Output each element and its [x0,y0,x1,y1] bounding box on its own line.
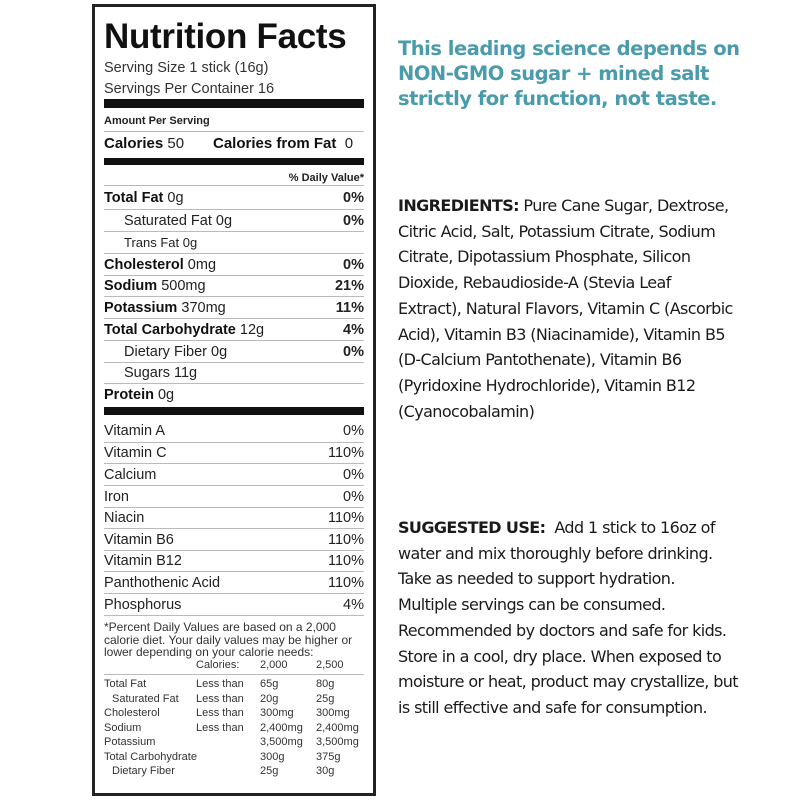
value-2500: 30g [316,765,335,777]
nutrient-amount: 12g [239,322,265,338]
nutrient-amount: 0g [215,213,233,229]
thick-divider [104,158,364,165]
footnote-table-row [104,692,364,707]
nutrition-facts-title: Nutrition Facts [104,17,347,56]
footnote-table-row [104,750,364,765]
nutrient-amount: 500mg [161,278,206,294]
thick-divider [104,407,364,415]
nutrient-row-protein [104,386,364,404]
vitamin-name: Vitamin B6 [104,532,174,548]
suggested-use-heading: SUGGESTED USE: [398,518,546,537]
divider [104,383,364,384]
nutrient: Saturated Fat [112,692,179,705]
vitamin-name: Vitamin B12 [104,553,182,569]
vitamin-name: Niacin [104,510,145,526]
nutrient-row-cholesterol [104,256,364,274]
nutrient-amount: 370mg [181,300,226,316]
vitamin-row [104,552,364,570]
nutrient-name: Protein [104,387,154,403]
divider [104,528,364,529]
nutrient-amount: 0g [182,235,198,250]
nutrient-dv: 0% [343,257,364,273]
nutrient-amount: 11g [173,365,198,381]
nutrient: Cholesterol [104,707,160,719]
vitamin-dv: 0% [343,423,364,439]
nutrition-facts-label [92,4,376,796]
nutrient-row-potassium [104,299,364,317]
vitamin-dv: 4% [343,597,364,613]
marketing-tagline: This leading science depends on NON-GMO sugar + mined salt strictly for function, not taste. [398,37,740,110]
divider [104,231,364,232]
nutrient-name: Potassium [104,300,178,316]
nutrient-dv: 0% [343,190,364,206]
divider [104,362,364,363]
vitamin-name: Phosphorus [104,597,182,613]
value-2000: 25g [260,765,279,777]
qualifier: Less than [196,692,244,705]
nutrient-dv: 4% [343,322,364,338]
vitamin-dv: 0% [343,467,364,483]
footnote-table-row [104,677,364,692]
calories-2000: 2,000 [260,659,288,671]
divider [104,442,364,443]
divider [104,674,364,675]
vitamin-row [104,488,364,506]
vitamin-row [104,422,364,440]
vitamin-dv: 110% [327,575,364,591]
divider [104,507,364,508]
nutrient-dv: 0% [343,344,364,360]
value-2500: 375g [316,750,341,763]
vitamin-row [104,574,364,592]
value-2500: 300mg [316,707,350,719]
vitamin-row [104,596,364,614]
value-2000: 20g [260,692,279,705]
vitamin-row [104,444,364,462]
value-2000: 65g [260,678,279,690]
nutrient-name: Sugars [124,365,170,381]
nutrient-name: Total Fat [104,190,164,206]
vitamin-name: Vitamin A [104,423,165,439]
footnote-table-row [104,735,364,750]
qualifier: Less than [196,707,244,719]
suggested-use-text: Add 1 stick to 16oz of water and mix thoroughly before drinking. Take as needed to support hydration. Multiple servings can be consumed. Recommended by doctors and safe for kids. Store in a cool, dry place. When exposed to moisture or heat, product may crystallize, but is still effective and safe for consumption. [398,518,738,717]
nutrient-row-total-fat [104,189,364,207]
nutrient-row-sugars [104,364,364,382]
value-2500: 2,400mg [316,721,359,734]
divider [104,550,364,551]
footnote-table-row [104,764,364,779]
nutrient-name: Saturated Fat [124,213,212,229]
divider [104,131,364,132]
divider [104,253,364,254]
vitamin-name: Calcium [104,467,157,483]
nutrient-name: Dietary Fiber [124,344,207,360]
divider [104,185,364,186]
vitamin-dv: 110% [327,532,364,548]
divider [104,485,364,486]
vitamin-row [104,509,364,527]
calories-value: 50 [167,135,185,152]
nutrient-amount: 0g [167,190,184,206]
calories-label: Calories [104,135,164,152]
vitamin-dv: 0% [343,489,364,505]
calories-label: Calories: [196,659,240,671]
nutrient-row-dietary-fiber [104,343,364,361]
vitamin-dv: 110% [327,553,364,569]
divider [104,463,364,464]
nutrient-name: Sodium [104,278,158,294]
nutrient: Dietary Fiber [112,765,175,777]
divider [104,209,364,210]
divider [104,275,364,276]
ingredients-heading: INGREDIENTS: [398,196,519,215]
calories-row [104,135,364,153]
value-2000: 3,500mg [260,736,303,748]
value-2500: 3,500mg [316,736,359,748]
nutrient: Sodium [104,721,142,734]
divider [104,318,364,319]
nutrient-amount: 0g [211,344,228,360]
nutrient: Total Fat [104,678,147,690]
vitamin-row [104,466,364,484]
footnote-table-header [104,658,364,673]
daily-value-footnote: *Percent Daily Values are based on a 2,000 calorie diet. Your daily values may be higher or lower depending on your calorie needs: [104,620,353,659]
nutrient-row-saturated-fat [104,212,364,230]
nutrient-row-total-carbohydrate [104,321,364,339]
nutrient-name: Trans Fat [124,235,180,250]
value-2500: 80g [316,678,335,690]
divider [104,593,364,594]
daily-value-header: % Daily Value* [288,172,364,184]
vitamin-dv: 110% [327,510,364,526]
footnote-table-row [104,706,364,721]
vitamin-dv: 110% [327,445,364,461]
nutrient-row-sodium [104,277,364,295]
serving-size: Serving Size 1 stick (16g) [104,60,269,76]
divider [104,340,364,341]
divider [104,296,364,297]
servings-per-container: Servings Per Container 16 [104,81,275,97]
suggested-use-section [398,515,738,721]
value-2500: 25g [316,692,335,705]
nutrient-name: Cholesterol [104,257,184,273]
thick-divider [104,99,364,108]
vitamin-row [104,531,364,549]
nutrient-amount: 0mg [187,257,217,273]
calories-from-fat-value: 0 [344,135,354,152]
ingredients-text: Pure Cane Sugar, Dextrose, Citric Acid, Salt, Potassium Citrate, Sodium Citrate, Dipotassium Phosphate, Silicon Dioxide, Rebaudioside-A (Stevia Leaf Extract), Natural Flavors, Vitamin C (Ascorbic Acid), Vitamin B3 (Niacinamide), Vitamin B5 (D-Calcium Pantothenate), Vitamin B6 (Pyridoxine Hydrochloride), Vitamin B12 (Cyanocobalamin) [398,196,733,421]
amount-per-serving: Amount Per Serving [104,115,210,127]
footnote-table-row [104,721,364,736]
calories-from-fat-label: Calories from Fat [213,135,337,152]
nutrient-dv: 0% [343,213,364,229]
vitamin-name: Vitamin C [104,445,167,461]
nutrient-row-trans-fat [104,234,364,252]
value-2000: 2,400mg [260,721,303,734]
value-2000: 300g [260,750,285,763]
value-2000: 300mg [260,707,294,719]
nutrient-name: Total Carbohydrate [104,322,236,338]
nutrient-dv: 21% [334,278,364,294]
nutrient: Total Carbohydrate [104,750,197,763]
nutrient-amount: 0g [157,387,175,403]
divider [104,571,364,572]
nutrient: Potassium [104,736,156,748]
qualifier: Less than [196,721,244,734]
nutrient-dv: 11% [335,300,364,316]
calories-2500: 2,500 [316,659,344,671]
qualifier: Less than [196,678,244,690]
vitamin-name: Panthothenic Acid [104,575,221,591]
ingredients-section [398,193,738,424]
vitamin-name: Iron [104,489,129,505]
divider [104,615,364,616]
